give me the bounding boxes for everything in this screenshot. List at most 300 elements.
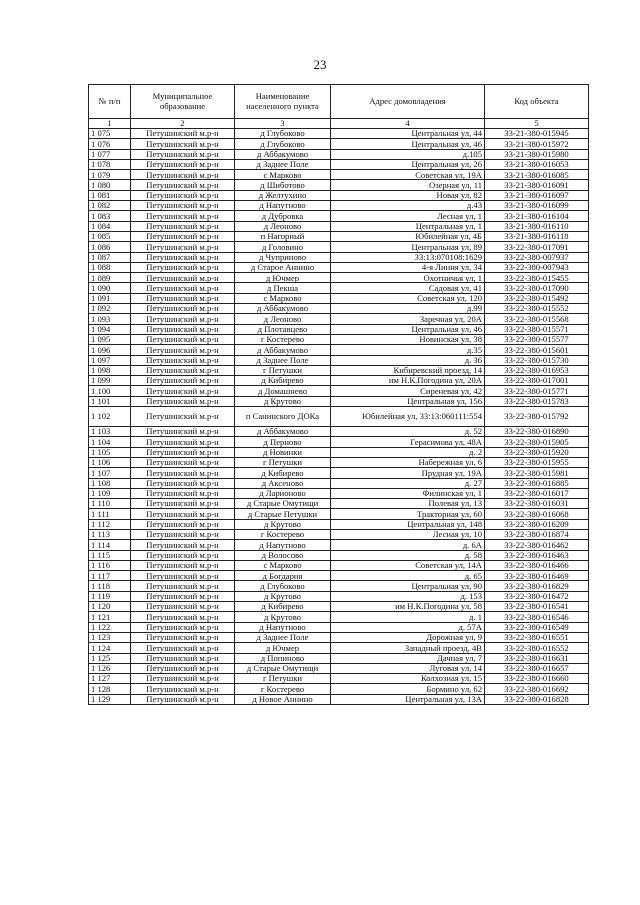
header-row-number: № п/п <box>89 85 131 119</box>
locality-cell: д Дубровка <box>235 211 331 221</box>
table-row <box>89 149 589 159</box>
locality-cell: д Крутово <box>235 396 331 406</box>
municipality-cell: Петушинский м.р-н <box>131 602 235 612</box>
table-row <box>89 560 589 570</box>
row-number-cell: 1 115 <box>89 550 131 560</box>
table-row <box>89 407 589 427</box>
municipality-cell: Петушинский м.р-н <box>131 262 235 272</box>
row-number-cell: 1 122 <box>89 622 131 632</box>
row-number-cell: 1 113 <box>89 529 131 539</box>
row-number-cell: 1 086 <box>89 242 131 252</box>
object-code-cell: 33-21-380-015972 <box>485 139 589 149</box>
address-cell: Советская ул, 14А <box>331 560 485 570</box>
address-cell: Прудная ул, 19А <box>331 468 485 478</box>
table-row <box>89 550 589 560</box>
table-row <box>89 283 589 293</box>
locality-cell: д Кибирево <box>235 602 331 612</box>
address-cell: д. 1 <box>331 612 485 622</box>
table-row <box>89 365 589 375</box>
row-number-cell: 1 088 <box>89 262 131 272</box>
row-number-cell: 1 080 <box>89 180 131 190</box>
row-number-cell: 1 095 <box>89 334 131 344</box>
row-number-cell: 1 111 <box>89 509 131 519</box>
table-row <box>89 581 589 591</box>
object-code-cell: 33-22-380-016890 <box>485 427 589 437</box>
object-code-cell: 33-21-380-016091 <box>485 180 589 190</box>
table-row <box>89 571 589 581</box>
address-cell: Центральная ул, 26 <box>331 159 485 169</box>
table-row <box>89 129 589 139</box>
locality-cell: д Аббакумово <box>235 427 331 437</box>
row-number-cell: 1 104 <box>89 437 131 447</box>
table-row <box>89 355 589 365</box>
object-code-cell: 33-22-380-016546 <box>485 612 589 622</box>
header-locality: Наименование населенного пункта <box>235 85 331 119</box>
municipality-cell: Петушинский м.р-н <box>131 653 235 663</box>
address-cell: д.99 <box>331 304 485 314</box>
locality-cell: д Перново <box>235 437 331 447</box>
address-cell: Луговая ул, 14 <box>331 663 485 673</box>
municipality-cell: Петушинский м.р-н <box>131 540 235 550</box>
row-number-cell: 1 124 <box>89 643 131 653</box>
municipality-cell: Петушинский м.р-н <box>131 396 235 406</box>
address-cell: Охотничья ул, 1 <box>331 273 485 283</box>
municipality-cell: Петушинский м.р-н <box>131 663 235 673</box>
table-row <box>89 447 589 457</box>
table-row <box>89 499 589 509</box>
locality-cell: д Волосово <box>235 550 331 560</box>
address-cell: 33:13:070108:1629 <box>331 252 485 262</box>
locality-cell: п Санинского ДОКа <box>235 407 331 427</box>
table-row <box>89 612 589 622</box>
locality-cell: д Крутово <box>235 591 331 601</box>
table-row <box>89 509 589 519</box>
address-cell: д. 52 <box>331 427 485 437</box>
locality-cell: д Богдарня <box>235 571 331 581</box>
address-cell: д.43 <box>331 201 485 211</box>
table-row <box>89 488 589 498</box>
row-number-cell: 1 093 <box>89 314 131 324</box>
address-cell: Дачная ул, 7 <box>331 653 485 663</box>
row-number-cell: 1 126 <box>89 663 131 673</box>
object-code-cell: 33-22-380-016829 <box>485 581 589 591</box>
table-row <box>89 252 589 262</box>
address-cell: Центральная ул, 46 <box>331 324 485 334</box>
object-code-cell: 33-22-380-016031 <box>485 499 589 509</box>
table-row <box>89 591 589 601</box>
municipality-cell: Петушинский м.р-н <box>131 643 235 653</box>
object-code-cell: 33-22-380-016549 <box>485 622 589 632</box>
address-cell: Центральная ул, 44 <box>331 129 485 139</box>
object-code-cell: 33-21-380-016085 <box>485 170 589 180</box>
row-number-cell: 1 118 <box>89 581 131 591</box>
object-code-cell: 33-22-380-015981 <box>485 468 589 478</box>
table-row <box>89 345 589 355</box>
table-row <box>89 622 589 632</box>
municipality-cell: Петушинский м.р-н <box>131 345 235 355</box>
locality-cell: д Заднее Поле <box>235 159 331 169</box>
municipality-cell: Петушинский м.р-н <box>131 684 235 694</box>
table-row <box>89 468 589 478</box>
object-code-cell: 33-22-380-015730 <box>485 355 589 365</box>
municipality-cell: Петушинский м.р-н <box>131 180 235 190</box>
object-code-cell: 33-21-380-016097 <box>485 190 589 200</box>
object-code-cell: 33-22-380-016209 <box>485 519 589 529</box>
object-code-cell: 33-22-380-015571 <box>485 324 589 334</box>
municipality-cell: Петушинский м.р-н <box>131 468 235 478</box>
address-cell: Садовая ул, 41 <box>331 283 485 293</box>
locality-cell: д Заднее Поле <box>235 632 331 642</box>
object-code-cell: 33-22-380-015920 <box>485 447 589 457</box>
municipality-cell: Петушинский м.р-н <box>131 560 235 570</box>
locality-cell: д Напутново <box>235 540 331 550</box>
locality-cell: д Ючмер <box>235 273 331 283</box>
page-number: 23 <box>313 57 327 72</box>
table-row <box>89 190 589 200</box>
object-code-cell: 33-21-380-016053 <box>485 159 589 169</box>
locality-cell: д Кибирево <box>235 468 331 478</box>
municipality-cell: Петушинский м.р-н <box>131 622 235 632</box>
object-code-cell: 33-22-380-016828 <box>485 694 589 704</box>
row-number-cell: 1 094 <box>89 324 131 334</box>
row-number-cell: 1 101 <box>89 396 131 406</box>
municipality-cell: Петушинский м.р-н <box>131 211 235 221</box>
locality-cell: д Аббакумово <box>235 304 331 314</box>
table-row <box>89 643 589 653</box>
registry-table <box>88 84 589 705</box>
locality-cell: г Костерево <box>235 684 331 694</box>
municipality-cell: Петушинский м.р-н <box>131 242 235 252</box>
row-number-cell: 1 089 <box>89 273 131 283</box>
locality-cell: д Пекша <box>235 283 331 293</box>
table-row <box>89 273 589 283</box>
row-number-cell: 1 091 <box>89 293 131 303</box>
address-cell: Центральная ул, 90 <box>331 581 485 591</box>
table-body <box>89 129 589 705</box>
object-code-cell: 33-22-380-015792 <box>485 407 589 427</box>
municipality-cell: Петушинский м.р-н <box>131 283 235 293</box>
locality-cell: с Марково <box>235 170 331 180</box>
table-row <box>89 457 589 467</box>
locality-cell: п Нагорный <box>235 231 331 241</box>
address-cell: Центральная ул, 148 <box>331 519 485 529</box>
municipality-cell: Петушинский м.р-н <box>131 324 235 334</box>
table-row <box>89 386 589 396</box>
row-number-cell: 1 097 <box>89 355 131 365</box>
municipality-cell: Петушинский м.р-н <box>131 499 235 509</box>
locality-cell: д Желтухино <box>235 190 331 200</box>
object-code-cell: 33-22-380-016462 <box>485 540 589 550</box>
row-number-cell: 1 102 <box>89 407 131 427</box>
locality-cell: д Головино <box>235 242 331 252</box>
address-cell: Кибиревский проезд, 14 <box>331 365 485 375</box>
locality-cell: д Глубоково <box>235 139 331 149</box>
municipality-cell: Петушинский м.р-н <box>131 519 235 529</box>
municipality-cell: Петушинский м.р-н <box>131 273 235 283</box>
column-number: 5 <box>485 119 589 129</box>
locality-cell: д Леоново <box>235 314 331 324</box>
object-code-cell: 33-22-380-016469 <box>485 571 589 581</box>
table-row <box>89 663 589 673</box>
locality-cell: с Марково <box>235 293 331 303</box>
municipality-cell: Петушинский м.р-н <box>131 334 235 344</box>
municipality-cell: Петушинский м.р-н <box>131 571 235 581</box>
locality-cell: д Аббакумово <box>235 149 331 159</box>
locality-cell: д Домашнево <box>235 386 331 396</box>
address-cell: Новинская ул, 38 <box>331 334 485 344</box>
address-cell: Центральная ул, 89 <box>331 242 485 252</box>
object-code-cell: 33-22-380-015955 <box>485 457 589 467</box>
table-row <box>89 602 589 612</box>
municipality-cell: Петушинский м.р-н <box>131 529 235 539</box>
object-code-cell: 33-21-380-016110 <box>485 221 589 231</box>
table-row <box>89 262 589 272</box>
row-number-cell: 1 076 <box>89 139 131 149</box>
locality-cell: д Новинки <box>235 447 331 457</box>
object-code-cell: 33-21-380-016099 <box>485 201 589 211</box>
address-cell: д. 58 <box>331 550 485 560</box>
address-cell: Западный проезд, 4В <box>331 643 485 653</box>
address-cell: д. 65 <box>331 571 485 581</box>
municipality-cell: Петушинский м.р-н <box>131 159 235 169</box>
object-code-cell: 33-22-380-015905 <box>485 437 589 447</box>
object-code-cell: 33-22-380-016874 <box>485 529 589 539</box>
object-code-cell: 33-22-380-016885 <box>485 478 589 488</box>
row-number-cell: 1 110 <box>89 499 131 509</box>
address-cell: Тракторная ул, 60 <box>331 509 485 519</box>
column-number: 4 <box>331 119 485 129</box>
address-cell: Полевая ул, 13 <box>331 499 485 509</box>
locality-cell: д Крутово <box>235 612 331 622</box>
table-row <box>89 304 589 314</box>
address-cell: Юбилейная ул, 4Б <box>331 231 485 241</box>
row-number-cell: 1 087 <box>89 252 131 262</box>
municipality-cell: Петушинский м.р-н <box>131 447 235 457</box>
object-code-cell: 33-21-380-016118 <box>485 231 589 241</box>
locality-cell: д Аббакумово <box>235 345 331 355</box>
row-number-cell: 1 107 <box>89 468 131 478</box>
object-code-cell: 33-22-380-015552 <box>485 304 589 314</box>
municipality-cell: Петушинский м.р-н <box>131 149 235 159</box>
table-row <box>89 180 589 190</box>
locality-cell: г Петушки <box>235 457 331 467</box>
row-number-cell: 1 127 <box>89 674 131 684</box>
object-code-cell: 33-22-380-016463 <box>485 550 589 560</box>
address-cell: Юбилейная ул, 33:13:060111:554 <box>331 407 485 427</box>
address-cell: Заречная ул, 20А <box>331 314 485 324</box>
table-row <box>89 231 589 241</box>
locality-cell: д Чуприново <box>235 252 331 262</box>
address-cell: Лесная ул, 1 <box>331 211 485 221</box>
table-row <box>89 170 589 180</box>
municipality-cell: Петушинский м.р-н <box>131 632 235 642</box>
table-row <box>89 201 589 211</box>
locality-cell: д Старые Омутищи <box>235 663 331 673</box>
object-code-cell: 33-22-380-015783 <box>485 396 589 406</box>
municipality-cell: Петушинский м.р-н <box>131 407 235 427</box>
row-number-cell: 1 090 <box>89 283 131 293</box>
row-number-cell: 1 112 <box>89 519 131 529</box>
table-header-row <box>89 85 589 119</box>
municipality-cell: Петушинский м.р-н <box>131 550 235 560</box>
object-code-cell: 33-22-380-015601 <box>485 345 589 355</box>
locality-cell: д Напутново <box>235 622 331 632</box>
row-number-cell: 1 120 <box>89 602 131 612</box>
locality-cell: д Напутново <box>235 201 331 211</box>
object-code-cell: 33-22-380-016017 <box>485 488 589 498</box>
address-cell: им Н.К.Погодина ул, 58 <box>331 602 485 612</box>
row-number-cell: 1 106 <box>89 457 131 467</box>
address-cell: д. 27 <box>331 478 485 488</box>
address-cell: д. 153 <box>331 591 485 601</box>
column-number: 2 <box>131 119 235 129</box>
address-cell: Центральная ул, 1 <box>331 221 485 231</box>
address-cell: Центральная ул, 46 <box>331 139 485 149</box>
row-number-cell: 1 128 <box>89 684 131 694</box>
table-row <box>89 314 589 324</box>
address-cell: Центральная ул, 156 <box>331 396 485 406</box>
locality-cell: д Глубоково <box>235 581 331 591</box>
municipality-cell: Петушинский м.р-н <box>131 509 235 519</box>
locality-cell: д Новое Аннино <box>235 694 331 704</box>
object-code-cell: 33-22-380-016552 <box>485 643 589 653</box>
object-code-cell: 33-22-380-016692 <box>485 684 589 694</box>
address-cell: д. 6А <box>331 540 485 550</box>
table-row <box>89 324 589 334</box>
object-code-cell: 33-22-380-016551 <box>485 632 589 642</box>
row-number-cell: 1 105 <box>89 447 131 457</box>
row-number-cell: 1 103 <box>89 427 131 437</box>
municipality-cell: Петушинский м.р-н <box>131 293 235 303</box>
row-number-cell: 1 085 <box>89 231 131 241</box>
object-code-cell: 33-22-380-016953 <box>485 365 589 375</box>
row-number-cell: 1 077 <box>89 149 131 159</box>
object-code-cell: 33-22-380-016631 <box>485 653 589 663</box>
locality-cell: д Ларионово <box>235 488 331 498</box>
row-number-cell: 1 121 <box>89 612 131 622</box>
table-row <box>89 674 589 684</box>
address-cell: Дорожная ул, 9 <box>331 632 485 642</box>
row-number-cell: 1 082 <box>89 201 131 211</box>
locality-cell: д Глубоково <box>235 129 331 139</box>
table-row <box>89 211 589 221</box>
row-number-cell: 1 079 <box>89 170 131 180</box>
address-cell: Сиреневая ул, 42 <box>331 386 485 396</box>
municipality-cell: Петушинский м.р-н <box>131 376 235 386</box>
municipality-cell: Петушинский м.р-н <box>131 674 235 684</box>
municipality-cell: Петушинский м.р-н <box>131 488 235 498</box>
row-number-cell: 1 108 <box>89 478 131 488</box>
municipality-cell: Петушинский м.р-н <box>131 314 235 324</box>
table-row <box>89 242 589 252</box>
address-cell: д.105 <box>331 149 485 159</box>
address-cell: д. 57А <box>331 622 485 632</box>
table-row <box>89 334 589 344</box>
locality-cell: г Петушки <box>235 365 331 375</box>
row-number-cell: 1 125 <box>89 653 131 663</box>
column-number: 3 <box>235 119 331 129</box>
row-number-cell: 1 119 <box>89 591 131 601</box>
municipality-cell: Петушинский м.р-н <box>131 201 235 211</box>
locality-cell: д Крутово <box>235 519 331 529</box>
locality-cell: д Плотавцево <box>235 324 331 334</box>
table-row <box>89 653 589 663</box>
municipality-cell: Петушинский м.р-н <box>131 427 235 437</box>
table-row <box>89 293 589 303</box>
address-cell: Колхозная ул, 15 <box>331 674 485 684</box>
municipality-cell: Петушинский м.р-н <box>131 139 235 149</box>
municipality-cell: Петушинский м.р-н <box>131 129 235 139</box>
row-number-cell: 1 117 <box>89 571 131 581</box>
address-cell: им Н.К.Погодина ул, 20А <box>331 376 485 386</box>
object-code-cell: 33-21-380-015980 <box>485 149 589 159</box>
header-object-code: Код объекта <box>485 85 589 119</box>
locality-cell: д Аксеново <box>235 478 331 488</box>
column-number-row <box>89 119 589 129</box>
table-row <box>89 632 589 642</box>
row-number-cell: 1 078 <box>89 159 131 169</box>
address-cell: 4-я Линия ул, 34 <box>331 262 485 272</box>
object-code-cell: 33-22-380-015455 <box>485 273 589 283</box>
address-cell: Советская ул, 120 <box>331 293 485 303</box>
row-number-cell: 1 109 <box>89 488 131 498</box>
locality-cell: д Шиботово <box>235 180 331 190</box>
object-code-cell: 33-22-380-016466 <box>485 560 589 570</box>
municipality-cell: Петушинский м.р-н <box>131 478 235 488</box>
row-number-cell: 1 092 <box>89 304 131 314</box>
object-code-cell: 33-22-380-007937 <box>485 252 589 262</box>
address-cell: Филинская ул, 1 <box>331 488 485 498</box>
table-row <box>89 519 589 529</box>
municipality-cell: Петушинский м.р-н <box>131 355 235 365</box>
column-number: 1 <box>89 119 131 129</box>
table-row <box>89 396 589 406</box>
municipality-cell: Петушинский м.р-н <box>131 221 235 231</box>
locality-cell: д Леоново <box>235 221 331 231</box>
locality-cell: д Ючмер <box>235 643 331 653</box>
object-code-cell: 33-22-380-016657 <box>485 663 589 673</box>
object-code-cell: 33-22-380-016541 <box>485 602 589 612</box>
row-number-cell: 1 114 <box>89 540 131 550</box>
table-row <box>89 159 589 169</box>
row-number-cell: 1 081 <box>89 190 131 200</box>
object-code-cell: 33-22-380-015492 <box>485 293 589 303</box>
municipality-cell: Петушинский м.р-н <box>131 252 235 262</box>
address-cell: Озерная ул, 11 <box>331 180 485 190</box>
object-code-cell: 33-22-380-015771 <box>485 386 589 396</box>
municipality-cell: Петушинский м.р-н <box>131 190 235 200</box>
locality-cell: д Заднее Поле <box>235 355 331 365</box>
object-code-cell: 33-22-380-016660 <box>485 674 589 684</box>
address-cell: Бормино ул, 62 <box>331 684 485 694</box>
address-cell: д. 36 <box>331 355 485 365</box>
locality-cell: г Костерево <box>235 334 331 344</box>
address-cell: д.35 <box>331 345 485 355</box>
object-code-cell: 33-22-380-015568 <box>485 314 589 324</box>
row-number-cell: 1 098 <box>89 365 131 375</box>
locality-cell: г Костерево <box>235 529 331 539</box>
municipality-cell: Петушинский м.р-н <box>131 612 235 622</box>
row-number-cell: 1 096 <box>89 345 131 355</box>
object-code-cell: 33-21-380-015945 <box>485 129 589 139</box>
row-number-cell: 1 075 <box>89 129 131 139</box>
table-row <box>89 478 589 488</box>
object-code-cell: 33-22-380-015577 <box>485 334 589 344</box>
table-row <box>89 427 589 437</box>
header-municipality: Муниципальное образование <box>131 85 235 119</box>
table-row <box>89 139 589 149</box>
row-number-cell: 1 099 <box>89 376 131 386</box>
